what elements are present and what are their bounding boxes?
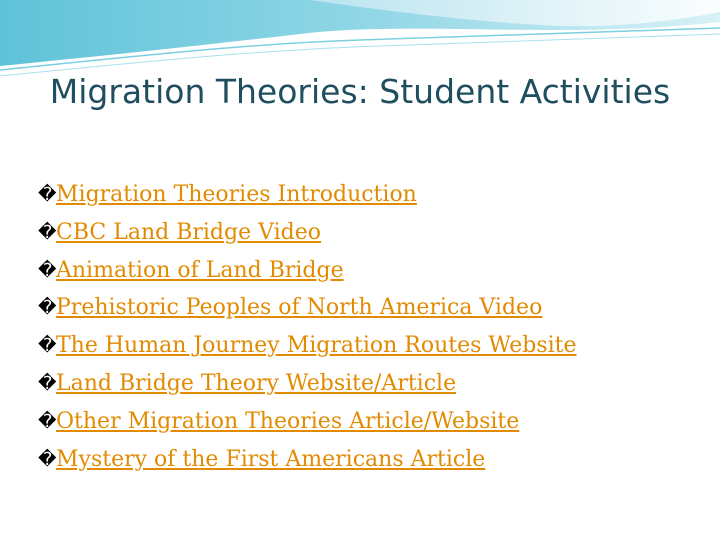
link-animation-of-land-bridge[interactable]: Animation of Land Bridge — [56, 257, 344, 283]
activity-link-list — [38, 180, 577, 482]
list-item — [38, 331, 577, 369]
link-human-journey-website[interactable]: The Human Journey Migration Routes Website — [56, 333, 577, 359]
bullet-icon: � — [38, 372, 57, 394]
bullet-icon: � — [38, 221, 57, 243]
list-item — [38, 218, 577, 256]
link-cbc-land-bridge-video[interactable]: CBC Land Bridge Video — [56, 219, 321, 245]
bullet-icon: � — [38, 297, 57, 319]
list-item — [38, 180, 577, 218]
bullet-icon: � — [38, 335, 57, 357]
bullet-icon: � — [38, 184, 57, 205]
link-mystery-first-americans[interactable]: Mystery of the First Americans Article — [56, 446, 486, 472]
link-other-migration-theories[interactable]: Other Migration Theories Article/Website — [56, 408, 520, 434]
bullet-icon: � — [38, 259, 57, 281]
list-item — [38, 256, 577, 294]
bullet-icon: � — [38, 410, 57, 432]
list-item — [38, 445, 577, 483]
slide-title: Migration Theories: Student Activities — [49, 72, 671, 111]
list-item — [38, 293, 577, 331]
list-item — [38, 407, 577, 445]
link-migration-theories-introduction[interactable]: Migration Theories Introduction — [56, 182, 417, 207]
bullet-icon: � — [38, 448, 57, 470]
list-item — [38, 369, 577, 407]
link-land-bridge-theory-article[interactable]: Land Bridge Theory Website/Article — [56, 370, 457, 396]
link-prehistoric-peoples-video[interactable]: Prehistoric Peoples of North America Video — [56, 295, 543, 321]
